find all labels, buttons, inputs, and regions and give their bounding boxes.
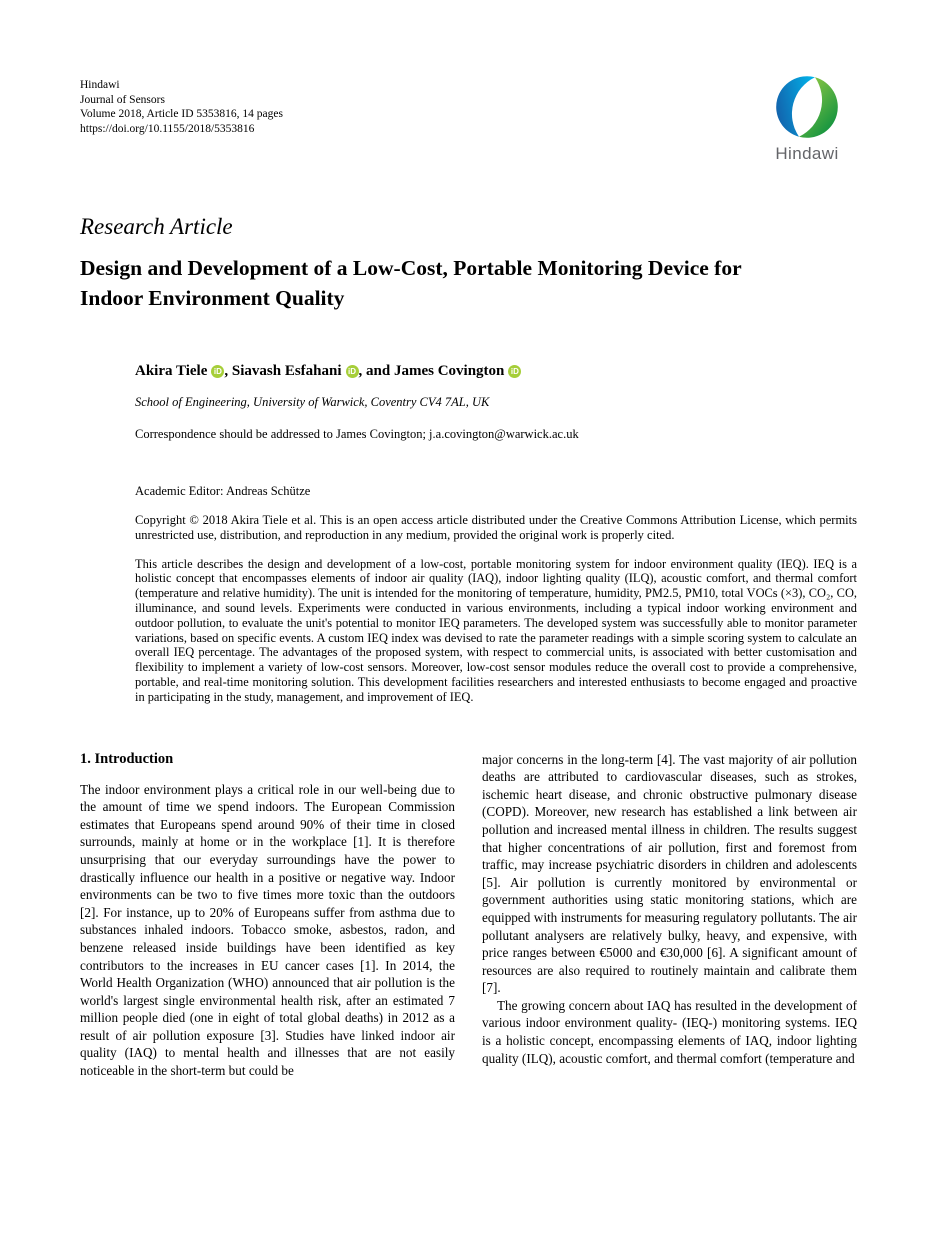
front-matter — [135, 363, 857, 705]
intro-right-paragraph-1: major concerns in the long-term [4]. The vast majority of air pollution deaths are attributed to cardiovascular diseases, such as strokes, ischemic heart disease, and chronic obstructive pulmonary disease (COPD). Moreover, new research has established a link between air pollution and increased mental illness in children. The results suggest that higher concentrations of air pollution, first and foremost from traffic, may increase psychiatric disorders in children and adolescents [5]. Air pollution is currently monitored by environmental or government authorities using static monitoring stations, which are equipped with instruments for measuring regulatory pollutants. The air pollutant analysers are relatively bulky, heavy, and expensive, with price ranges between €5000 and €30,000 [6]. A significant amount of resources are also required to routinely maintain and calibrate them [7]. — [482, 751, 857, 996]
author-name-3: James Covington — [393, 363, 505, 379]
section-heading-introduction: 1. Introduction — [80, 750, 174, 767]
publication-info — [80, 72, 283, 136]
hindawi-logo — [757, 72, 857, 164]
masthead — [80, 72, 857, 164]
orcid-icon[interactable]: iD — [346, 365, 359, 378]
journal-name: Journal of Sensors — [80, 93, 165, 106]
hindawi-logo-icon — [772, 72, 842, 142]
copyright-notice: Copyright © 2018 Akira Tiele et al. This is an open access article distributed under the Creative Commons Attribution License, which permits unrestricted use, distribution, and reproduction in any medium, provided the original work is properly cited. — [135, 513, 857, 543]
author-separator-1: , — [224, 363, 232, 379]
right-column — [482, 751, 857, 1080]
author-name-2: Siavash Esfahani — [231, 363, 342, 379]
affiliation: School of Engineering, University of Warwick, Coventry CV4 7AL, UK — [135, 395, 490, 409]
article-title: Design and Development of a Low-Cost, Portable Monitoring Device for Indoor Environment Quality — [80, 256, 742, 310]
correspondence-line: Correspondence should be addressed to James Covington; j.a.covington@warwick.ac.uk — [135, 427, 579, 441]
abstract-text: This article describes the design and development of a low-cost, portable monitoring system for indoor environment quality (IEQ). IEQ is a holistic concept that encompasses elements of indoor air quality (IAQ), indoor lighting quality (ILQ), acoustic comfort, and thermal comfort (temperature and relative humidity). The unit is intended for the monitoring of temperature, humidity, PM2.5, PM10, total VOCs (×3), CO₂, CO, illuminance, and sound levels. Experiments were conducted in various environments, including a typical indoor working environment and outdoor pollution, to evaluate the unit's potential to monitor IEQ parameters. The developed system was successfully able to monitor parameter variations, based on specific events. A custom IEQ index was devised to rate the parameter readings with a simple scoring system to calculate an overall IEQ percentage. The advantages of the proposed system, with respect to commercial units, is associated with better customisation and flexibility to implement a variety of low-cost sensors. Moreover, low-cost sensor modules reduce the overall cost to provide a comprehensive, portable, and real-time monitoring solution. This development facilities researchers and interested enthusiasts to become engaged and proactive in participating in the study, management, and improvement of IEQ. — [135, 556, 857, 704]
author-name-1: Akira Tiele — [135, 363, 208, 379]
doi-line: https://doi.org/10.1155/2018/5353816 — [80, 122, 255, 135]
intro-left-paragraph: The indoor environment plays a critical role in our well-being due to the amount of time we spend indoors. The European Commission estimates that Europeans spend around 90% of their time in closed surrounds, mainly at home or in the workplace [1]. It is therefore unsurprising that our everyday surroundings have the power to drastically influence our health in a positive or negative way. Indoor environments can be two to five times more toxic than the outdoors [2]. For instance, up to 20% of Europeans suffer from asthma due to substances inhaled indoors. Tobacco smoke, asbestos, radon, and benzene released inside buildings have been identified as key contributors to the increases in EU cancer cases [1]. In 2014, the World Health Organization (WHO) announced that air pollution is the world's largest single environmental health risk, after an estimated 7 million people died (one in eight of total global deaths) in 2012 as a result of air pollution exposure [3]. Studies have linked indoor air quality (IAQ) to mental health and illnesses that are not easily noticeable in the short-term but could be — [80, 781, 455, 1079]
volume-line: Volume 2018, Article ID 5353816, 14 pages — [80, 108, 283, 120]
left-column — [80, 751, 455, 1080]
two-column-layout — [80, 751, 857, 1080]
logo-wordmark: Hindawi — [775, 144, 839, 163]
academic-editor-line: Academic Editor: Andreas Schütze — [135, 484, 311, 498]
authors-line — [135, 363, 857, 380]
orcid-icon[interactable]: iD — [508, 365, 521, 378]
orcid-icon[interactable]: iD — [211, 365, 224, 378]
article-type: Research Article — [80, 214, 233, 239]
author-separator-2: , and — [358, 363, 394, 379]
publisher-name: Hindawi — [80, 79, 120, 91]
intro-right-paragraph-2: The growing concern about IAQ has resulted in the development of various indoor environment quality- (IEQ-) monitoring systems. IEQ is a holistic concept, encompassing elements of IAQ, indoor lighting quality (ILQ), acoustic comfort, and thermal comfort (temperature and — [482, 997, 857, 1066]
